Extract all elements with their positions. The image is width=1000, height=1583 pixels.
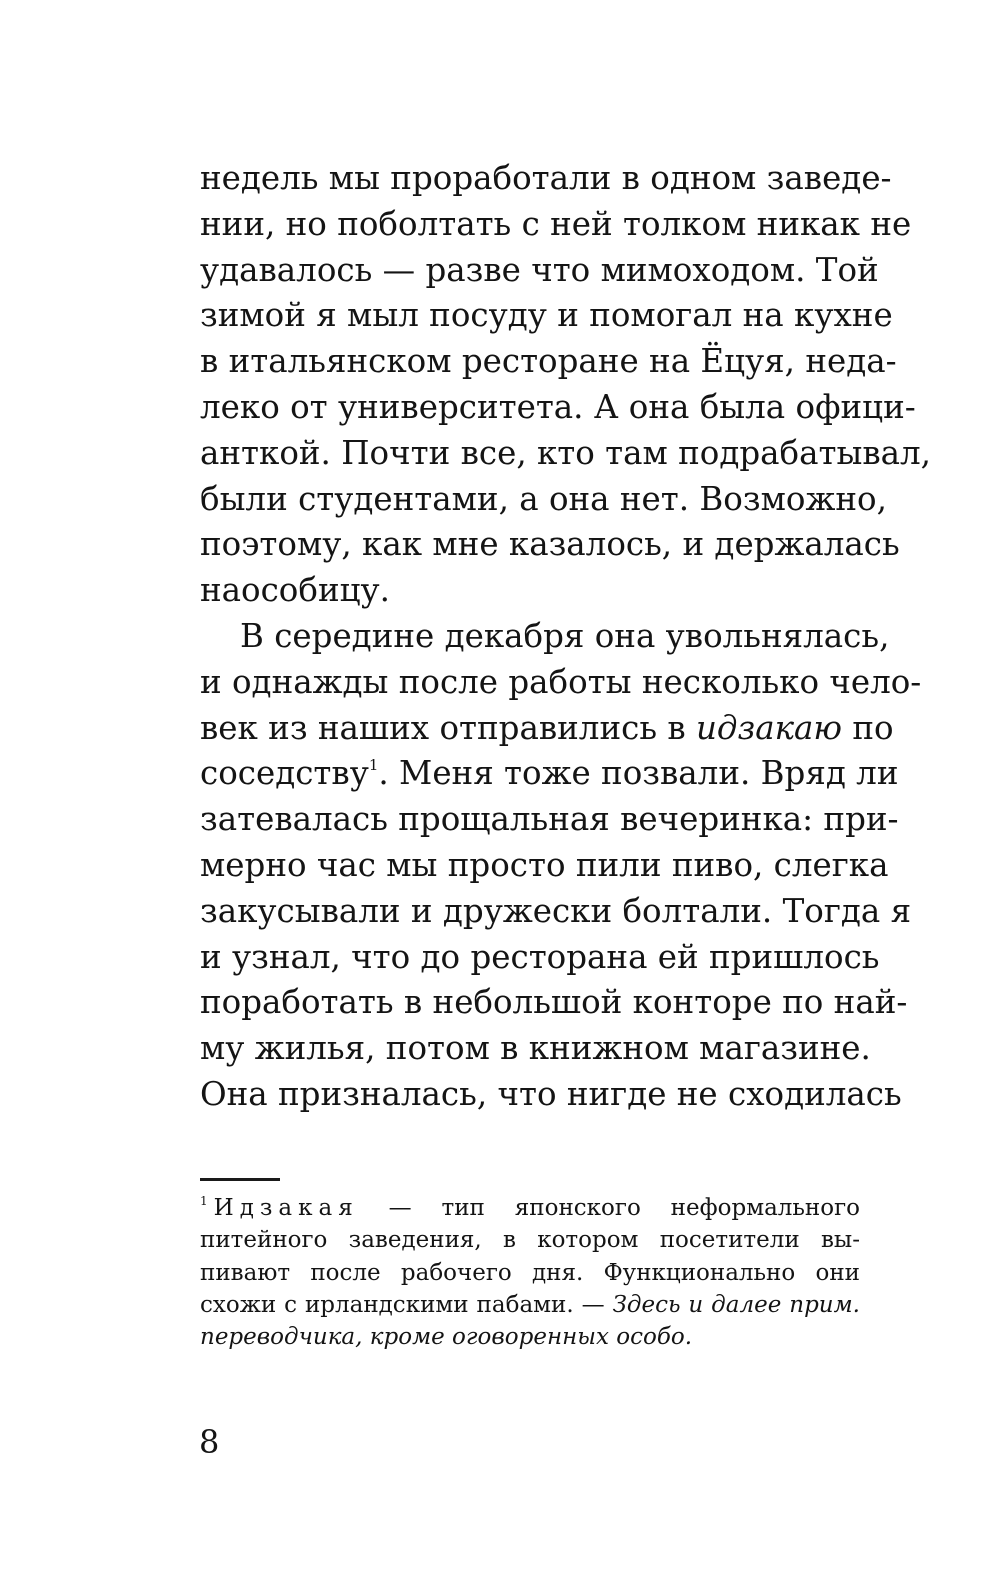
text-line: поработать в небольшой конторе по най- [200,983,908,1022]
text-line: закусывали и дружески болтали. Тогда я [200,891,912,930]
footnote-divider [200,1178,280,1181]
text-line: удавалось — разве что мимоходом. Той [200,250,879,289]
footnote-term: Идзакая [213,1195,359,1221]
text-line: поэтому, как мне казалось, и держалась [200,525,900,564]
text-line: наособицу. [200,571,390,610]
page-number: 8 [199,1423,220,1461]
text-line: зимой я мыл посуду и помогал на кухне [200,296,893,335]
text-segment: соседству [200,754,369,793]
footnote-line [200,1192,860,1224]
text-line: и узнал, что до ресторана ей пришлось [200,937,880,976]
italic-note: переводчика, кроме оговоренных особо. [200,1324,693,1351]
text-line: и однажды после работы несколько чело- [200,662,922,701]
text-segment: по [852,708,894,747]
footnote-lead [200,1195,860,1221]
text-segment: — тип японского неформального [358,1195,860,1221]
footnote-line [200,1289,860,1321]
text-line [200,751,899,797]
italic-term: идзакаю [696,708,843,747]
text-line: в итальянском ресторане на Ёцуя, неда- [200,342,897,381]
paragraph-2 [200,614,922,1118]
text-line: недель мы проработали в одном заведе- [200,159,892,197]
main-text [200,156,931,1118]
footnote-line: питейного заведения, в котором посетители вы- [200,1227,860,1254]
text-line: анткой. Почти все, кто там подрабатывал, [200,433,931,472]
paragraph-1 [200,156,931,614]
italic-note: Здесь и далее прим. [612,1291,860,1318]
text-line: мерно час мы просто пили пиво, слегка [200,845,889,884]
text-line: Она призналась, что нигде не сходилась [200,1074,902,1113]
footnote-number: 1 [200,1194,208,1208]
text-line: были студентами, а она нет. Возможно, [200,479,887,518]
text-line [200,706,894,752]
text-segment: схожи с ирландскими пабами. — [200,1291,613,1318]
text-line: В середине декабря она увольнялась, [240,616,890,655]
text-line: му жилья, потом в книжном магазине. [200,1029,871,1068]
footnote-line [200,1321,860,1353]
text-segment [200,1292,860,1318]
text-segment [200,754,899,792]
footnote-reference: 1 [368,756,379,775]
footnote-line: пивают после рабочего дня. Функционально они [200,1259,860,1286]
text-line: нии, но поболтать с ней толком никак не [200,204,912,243]
footnote [200,1192,860,1353]
text-line: затевалась прощальная вечеринка: при- [200,800,899,839]
text-line: леко от университета. А она была офици- [200,387,916,426]
text-segment: век из наших отправились в [200,708,686,747]
text-segment: . Меня тоже позвали. Вряд ли [378,754,899,793]
